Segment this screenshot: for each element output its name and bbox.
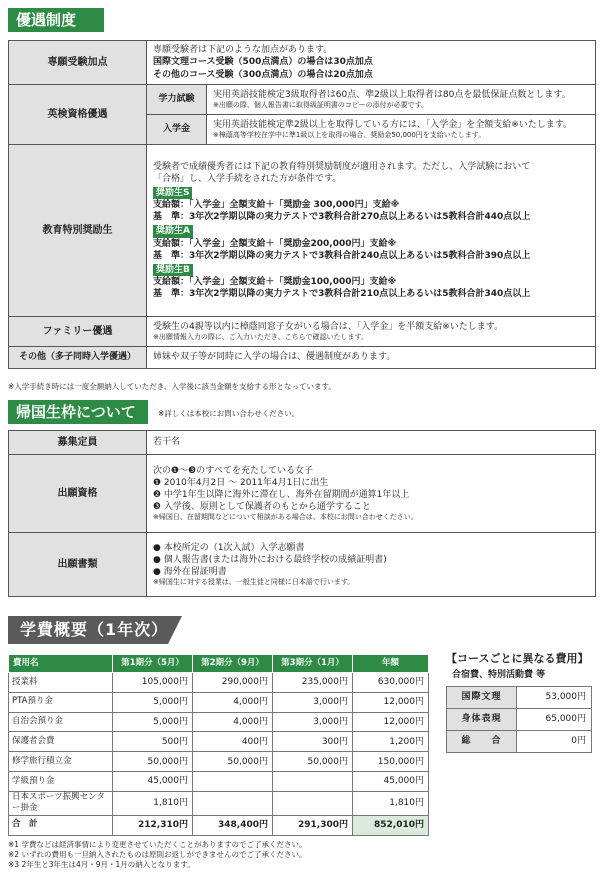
row-label: 英検資格優遇 [9, 85, 147, 145]
row-label: 出願資格 [9, 455, 147, 533]
course-name-cell: 総 合 [447, 731, 517, 753]
fee-amount-cell: 3,000円 [273, 712, 353, 732]
fee-amount-cell [273, 771, 353, 791]
course-fee-subtitle: 合宿費、特別活動費 等 [452, 670, 546, 680]
fee-amount-cell [273, 791, 353, 815]
row-content: ● 本校所定の（1次入試）入学志願書 ● 個人報告書(または海外における最終学校の成績証明書) ● 海外在留証明書 ※帰国生に対する授業は、一般生徒と同様に日本語で行います。 [147, 533, 596, 597]
row-content: 受験者で成績優秀者には下記の教育特別奨励制度が適用されます。ただし、入学試験において 「合格」し、入学手続をされた方が条件です。 奨励生S 支給額：「入学金」全額支給＋「奨励金 300,000円」支給※ 基 準：3年次2学期以降の実力テストで3教科合計270点以上あるいは5教科合計440点以上 奨励生A 支給額：「入学金」全額支給＋「奨励金200,000円」支給※ 基 準：3年次2学期以降の実力テストで3教科合計240点以上あるいは5教科合計390点以上 奨励生B 支給額：「入学金」全額支給＋「奨励金100,000円」支給※ 基 準：3年次2学期以降の実力テストで3教科合計210点以上あるいは5教科合計340点以上 [147, 145, 596, 317]
fee-name-cell: PTA預り金 [9, 692, 113, 712]
table-row [9, 673, 429, 693]
row-content: 若干名 [147, 431, 596, 455]
fee-amount-cell: 212,310円 [113, 815, 193, 835]
fee-amount-cell: 12,000円 [353, 712, 429, 732]
fee-amount-cell: 235,000円 [273, 673, 353, 693]
fee-amount-cell: 291,300円 [273, 815, 353, 835]
course-fee-title: 【コースごとに異なる費用】 [446, 652, 589, 665]
fee-name-cell: 保護者会費 [9, 732, 113, 752]
tuition-table [8, 654, 429, 836]
fee-amount-cell: 852,010円 [353, 815, 429, 835]
sub-label: 学力試験 [147, 85, 207, 115]
section-title-tuition: 学費概要（1年次） [8, 616, 168, 644]
row-label: 募集定員 [9, 431, 147, 455]
row-label: ファミリー優遇 [9, 317, 147, 347]
table-row [9, 791, 429, 815]
fee-name-cell: 自治会預り金 [9, 712, 113, 732]
fee-amount-cell: 300円 [273, 732, 353, 752]
section-title-preferential: 優遇制度 [8, 8, 104, 32]
section-title-returnee: 帰国生枠について [8, 400, 148, 424]
course-amount-cell: 53,000円 [517, 687, 592, 709]
table-row [447, 709, 592, 731]
course-amount-cell: 0円 [517, 731, 592, 753]
course-fee-table [446, 686, 592, 753]
table-row [9, 771, 429, 791]
fee-amount-cell: 400円 [193, 732, 273, 752]
row-label: その他（多子同時入学優遇） [9, 347, 147, 369]
fee-amount-cell: 4,000円 [193, 692, 273, 712]
fee-amount-cell: 348,400円 [193, 815, 273, 835]
fee-amount-cell: 50,000円 [273, 752, 353, 772]
returnee-table [8, 430, 596, 597]
fee-amount-cell [193, 791, 273, 815]
fee-amount-cell: 1,810円 [353, 791, 429, 815]
col-header: 年額 [353, 655, 429, 673]
tuition-notes: ※1 学費などは経済事情により変更させていただくことがありますのでご了承ください。 ※2 いずれの費用も一旦納入されたものは原則お返しができませんのでご了承ください。 ※3 2年生と3年生は4月・9月・1月の納入となります。 [8, 840, 307, 870]
table-row [9, 732, 429, 752]
fee-amount-cell: 500円 [113, 732, 193, 752]
col-header: 第1期分（5月） [113, 655, 193, 673]
section-note: ※詳しくは本校にお問い合わせください。 [158, 409, 300, 418]
preferential-table [8, 40, 596, 369]
fee-amount-cell: 4,000円 [193, 712, 273, 732]
row-label: 専願受験加点 [9, 41, 147, 85]
col-header: 第3期分（1月） [273, 655, 353, 673]
fee-amount-cell: 290,000円 [193, 673, 273, 693]
table-row [9, 752, 429, 772]
row-content: 受験生の4親等以内に樟蔭同窓子女がいる場合は、「入学金」を半額支給※いたします。 ※出願情報入力の際に、ご入力いただき、こちらで確認いたします。 [147, 317, 596, 347]
fee-amount-cell: 3,000円 [273, 692, 353, 712]
table-row [9, 712, 429, 732]
course-amount-cell: 65,000円 [517, 709, 592, 731]
course-name-cell: 国際文理 [447, 687, 517, 709]
fee-amount-cell: 45,000円 [113, 771, 193, 791]
row-label: 出願書類 [9, 533, 147, 597]
fee-amount-cell: 45,000円 [353, 771, 429, 791]
fee-name-cell: 学級預り金 [9, 771, 113, 791]
row-content: 姉妹や双子等が同時に入学の場合は、優遇制度があります。 [147, 347, 596, 369]
fee-name-cell: 授業料 [9, 673, 113, 693]
sub-content: 実用英語技能検定準2級以上を取得している方には、「入学金」を全額支給※いたします。 ※樟蔭高等学校在学中に準1級以上を取得の場合、奨励金50,000円を支給いたします。 [207, 115, 596, 145]
fee-amount-cell: 50,000円 [193, 752, 273, 772]
table-row [9, 692, 429, 712]
fee-amount-cell: 150,000円 [353, 752, 429, 772]
col-header: 費用名 [9, 655, 113, 673]
col-header: 第2期分（9月） [193, 655, 273, 673]
table-row [9, 815, 429, 835]
grade-tag: 奨励生S [153, 187, 192, 199]
fee-amount-cell: 1,810円 [113, 791, 193, 815]
fee-amount-cell: 12,000円 [353, 692, 429, 712]
table-row [447, 687, 592, 709]
sub-label: 入学金 [147, 115, 207, 145]
fee-amount-cell: 5,000円 [113, 712, 193, 732]
grade-tag: 奨励生B [153, 264, 193, 276]
fee-amount-cell: 50,000円 [113, 752, 193, 772]
sub-content: 実用英語技能検定3級取得者は60点、準2級以上取得者は80点を最低保証点数とします。 ※出願の際、個人報告書に取得級証明書のコピーの添付が必要です。 [207, 85, 596, 115]
fee-amount-cell: 105,000円 [113, 673, 193, 693]
row-content: 次の❶～❸のすべてを充たしている女子 ❶ 2010年4月2日 ～ 2011年4月1日に出生 ❷ 中学1年生以降に海外に滞在し、海外在留期間が通算1年以上 ❸ 入学後、原則として保護者のもとから通学すること ※帰国日、在留期間などについて相談がある場合は、本校にお問い合わせください。 [147, 455, 596, 533]
course-name-cell: 身体表現 [447, 709, 517, 731]
fee-name-cell: 合 計 [9, 815, 113, 835]
row-content: 専願受験者は下記のような加点があります。 国際文理コース受験（500点満点）の場合は30点加点 その他のコース受験（300点満点）の場合は20点加点 [147, 41, 596, 85]
table-row [447, 731, 592, 753]
grade-tag: 奨励生A [153, 225, 193, 237]
row-label: 教育特別奨励生 [9, 145, 147, 317]
fee-name-cell: 修学旅行積立金 [9, 752, 113, 772]
fee-amount-cell: 630,000円 [353, 673, 429, 693]
fee-amount-cell: 1,200円 [353, 732, 429, 752]
fee-amount-cell [193, 771, 273, 791]
footnote: ※入学手続き時には一度全額納入していただき、入学後に該当金額を支給する形となっています。 [8, 382, 336, 391]
fee-amount-cell: 5,000円 [113, 692, 193, 712]
fee-name-cell: 日本スポーツ振興センター掛金 [9, 791, 113, 815]
